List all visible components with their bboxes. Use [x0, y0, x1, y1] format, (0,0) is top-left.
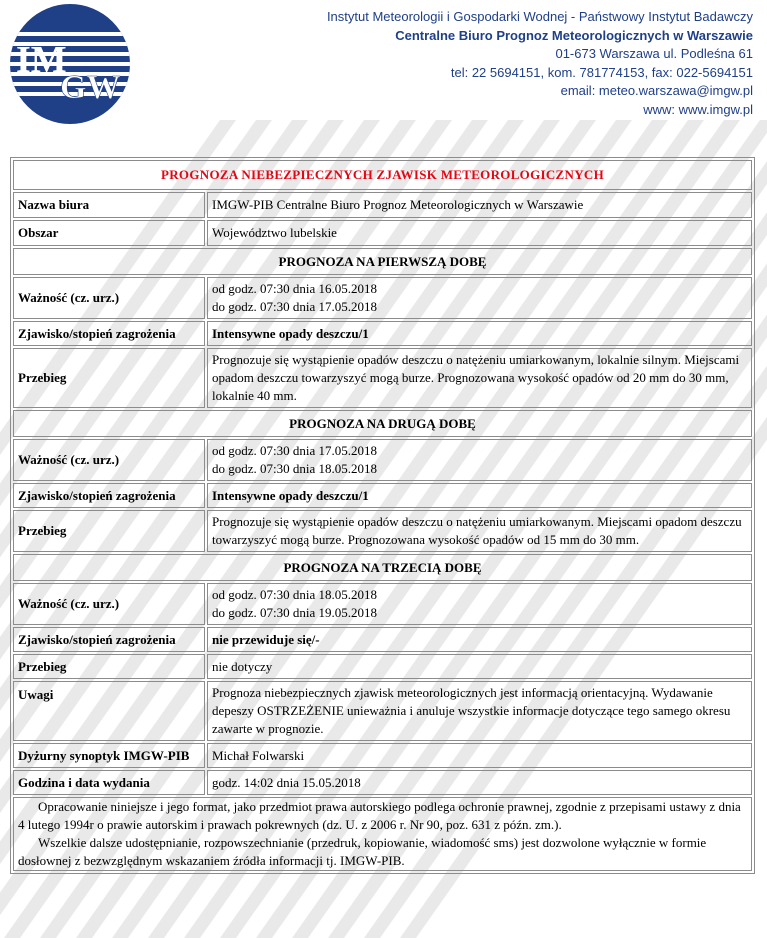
day2-valid-from: od godz. 07:30 dnia 17.05.2018: [212, 443, 378, 458]
day2-validity-value: [207, 439, 752, 481]
day2-validity-label: Ważność (cz. urz.): [13, 439, 205, 481]
day2-heading: PROGNOZA NA DRUGĄ DOBĘ: [13, 410, 752, 437]
copyright-paragraph: Opracowanie niniejsze i jego format, jako przedmiot prawa autorskiego podlega ochronie prawnej, zgodnie z przepisami ustawy z dnia 4 lutego 1994r o prawie autorskim i prawach pokrewnych (dz. U. z 2006 r. Nr 90, poz. 631 z późn. zm.).: [18, 799, 741, 832]
address: 01-673 Warszawa ul. Podleśna 61: [555, 46, 753, 61]
day3-validity-label: Ważność (cz. urz.): [13, 583, 205, 625]
imgw-logo: [8, 2, 132, 126]
day3-course-label: Przebieg: [13, 654, 205, 679]
day1-heading: PROGNOZA NA PIERWSZĄ DOBĘ: [13, 248, 752, 275]
forecast-table: [10, 157, 755, 874]
day3-valid-to: do godz. 07:30 dnia 19.05.2018: [212, 605, 378, 620]
forecaster-value: Michał Folwarski: [207, 743, 752, 768]
day1-validity-label: Ważność (cz. urz.): [13, 277, 205, 319]
document-title: PROGNOZA NIEBEZPIECZNYCH ZJAWISK METEOROLOGICZNYCH: [13, 160, 752, 190]
day3-heading: PROGNOZA NA TRZECIĄ DOBĘ: [13, 554, 752, 581]
day1-validity-value: [207, 277, 752, 319]
day1-valid-from: od godz. 07:30 dnia 16.05.2018: [212, 281, 378, 296]
remarks-label: Uwagi: [13, 681, 205, 741]
day1-course-value: Prognozuje się wystąpienie opadów deszczu o natężeniu umiarkowanym, lokalnie silnym. Miejscami opadom deszczu towarzyszyć mogą burze. Prognozowana wysokość opadów od 20 mm do 30 mm, lokalnie 40 mm.: [207, 348, 752, 408]
logo-text-top: IM: [16, 39, 67, 81]
www-line[interactable]: www: www.imgw.pl: [643, 101, 753, 117]
day2-phenomenon-label: Zjawisko/stopień zagrożenia: [13, 483, 205, 508]
area-label: Obszar: [13, 220, 205, 246]
institute-contact: [327, 8, 753, 119]
day3-valid-from: od godz. 07:30 dnia 18.05.2018: [212, 587, 378, 602]
copyright-notice: [13, 797, 752, 871]
redistribution-paragraph: Wszelkie dalsze udostępnianie, rozpowszechnianie (przedruk, kopiowanie, wiadomość sms) jest dozwolone wyłącznie w formie dosłownej z bezwzględnym wskazaniem źródła informacji tj. IMGW-PIB.: [18, 835, 707, 868]
office-label: Nazwa biura: [13, 192, 205, 218]
phone-line: tel: 22 5694151, kom. 781774153, fax: 022-5694151: [450, 64, 753, 80]
email-line[interactable]: email: meteo.warszawa@imgw.pl: [560, 83, 753, 98]
day1-valid-to: do godz. 07:30 dnia 17.05.2018: [212, 299, 378, 314]
day3-validity-value: [207, 583, 752, 625]
office-value: IMGW-PIB Centralne Biuro Prognoz Meteorologicznych w Warszawie: [207, 192, 752, 218]
day1-phenomenon-label: Zjawisko/stopień zagrożenia: [13, 321, 205, 346]
logo-text-bottom: GW: [60, 69, 121, 106]
day2-phenomenon-value: Intensywne opady deszczu/1: [207, 483, 752, 508]
office-name: Centralne Biuro Prognoz Meteorologicznych w Warszawie: [395, 27, 753, 43]
day2-course-value: Prognozuje się wystąpienie opadów deszczu o natężeniu umiarkowanym. Miejscami opadom deszczu towarzyszyć mogą burze. Prognozowana wysokość opadów od 15 mm do 30 mm.: [207, 510, 752, 552]
institute-name: Instytut Meteorologii i Gospodarki Wodnej - Państwowy Instytut Badawczy: [326, 9, 753, 24]
day3-phenomenon-label: Zjawisko/stopień zagrożenia: [13, 627, 205, 652]
area-value: Województwo lubelskie: [207, 220, 752, 246]
day1-phenomenon-value: Intensywne opady deszczu/1: [207, 321, 752, 346]
letterhead: [0, 0, 767, 150]
day2-course-label: Przebieg: [13, 510, 205, 552]
remarks-value: Prognoza niebezpiecznych zjawisk meteorologicznych jest informacją orientacyjną. Wydawanie depeszy OSTRZEŻENIE unieważnia i anuluje wszystkie informacje dotyczące tego samego okresu zawarte w prognozie.: [207, 681, 752, 741]
issued-label: Godzina i data wydania: [13, 770, 205, 795]
day3-course-value: nie dotyczy: [207, 654, 752, 679]
day1-course-label: Przebieg: [13, 348, 205, 408]
day2-valid-to: do godz. 07:30 dnia 18.05.2018: [212, 461, 378, 476]
day3-phenomenon-value: nie przewiduje się/-: [207, 627, 752, 652]
forecaster-label: Dyżurny synoptyk IMGW-PIB: [13, 743, 205, 768]
issued-value: godz. 14:02 dnia 15.05.2018: [207, 770, 752, 795]
